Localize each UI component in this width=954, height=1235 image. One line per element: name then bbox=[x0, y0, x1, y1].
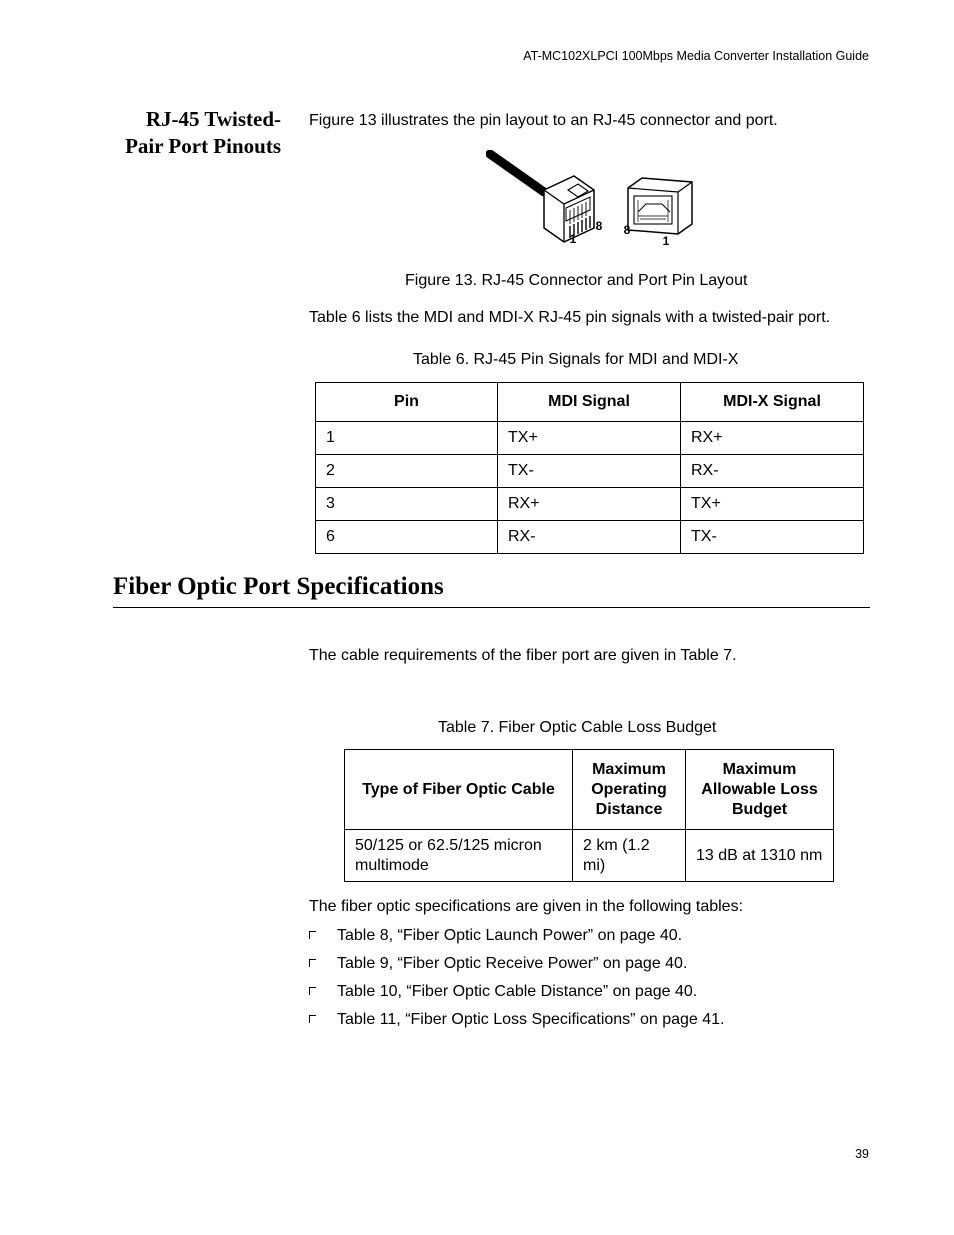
bullet-icon bbox=[309, 931, 316, 939]
page-number: 39 bbox=[855, 1147, 869, 1161]
column-header-cable-type: Type of Fiber Optic Cable bbox=[345, 750, 573, 830]
table-row bbox=[345, 830, 834, 882]
table7-loss-budget bbox=[344, 749, 834, 882]
table-cell: TX- bbox=[681, 521, 864, 554]
table-cell: 1 bbox=[316, 422, 498, 455]
table-cell: RX- bbox=[681, 455, 864, 488]
table7-intro: The cable requirements of the fiber port are given in Table 7. bbox=[309, 647, 737, 664]
table7-caption: Table 7. Fiber Optic Cable Loss Budget bbox=[438, 719, 717, 736]
spec-table-list bbox=[309, 926, 724, 1038]
table-header-row bbox=[316, 383, 864, 422]
column-header-mdix: MDI-X Signal bbox=[681, 383, 864, 422]
column-header-mdi: MDI Signal bbox=[498, 383, 681, 422]
table-row bbox=[316, 521, 864, 554]
plug-pin-label-left: 1 bbox=[569, 232, 577, 246]
column-header-distance: Maximum Operating Distance bbox=[573, 750, 686, 830]
table-cell: 6 bbox=[316, 521, 498, 554]
table-row bbox=[316, 422, 864, 455]
table6-caption: Table 6. RJ-45 Pin Signals for MDI and MDI-X bbox=[413, 351, 739, 368]
figure13-intro: Figure 13 illustrates the pin layout to an RJ-45 connector and port. bbox=[309, 112, 778, 129]
running-header: AT-MC102XLPCI 100Mbps Media Converter Installation Guide bbox=[523, 49, 869, 63]
bullet-icon bbox=[309, 987, 316, 995]
section-sidebar-heading bbox=[100, 106, 281, 160]
list-item bbox=[309, 926, 724, 954]
table-cell: RX- bbox=[498, 521, 681, 554]
table-cell: 13 dB at 1310 nm bbox=[686, 830, 834, 882]
table-cell: TX+ bbox=[681, 488, 864, 521]
sidebar-heading-line1: RJ-45 Twisted- bbox=[145, 107, 281, 131]
plug-pin-label-right: 8 bbox=[595, 219, 603, 233]
table-cell: TX+ bbox=[498, 422, 681, 455]
figure13-caption: Figure 13. RJ-45 Connector and Port Pin Layout bbox=[405, 272, 748, 289]
rj45-plug-icon bbox=[490, 154, 594, 242]
section-title: Fiber Optic Port Specifications bbox=[113, 573, 444, 600]
column-header-loss-budget: Maximum Allowable Loss Budget bbox=[686, 750, 834, 830]
table-header-row bbox=[345, 750, 834, 830]
list-item bbox=[309, 1010, 724, 1038]
specs-intro: The fiber optic specifications are given in the following tables: bbox=[309, 898, 744, 915]
table6-intro: Table 6 lists the MDI and MDI-X RJ-45 pin signals with a twisted-pair port. bbox=[309, 309, 831, 326]
list-item bbox=[309, 982, 724, 1010]
list-item-text: Table 9, “Fiber Optic Receive Power” on page 40. bbox=[337, 955, 688, 972]
table-cell: 50/125 or 62.5/125 micron multimode bbox=[345, 830, 573, 882]
list-item-text: Table 11, “Fiber Optic Loss Specifications” on page 41. bbox=[337, 1011, 725, 1028]
list-item bbox=[309, 954, 724, 982]
section-divider bbox=[113, 607, 870, 608]
table-cell: 2 bbox=[316, 455, 498, 488]
port-pin-label-right: 1 bbox=[662, 234, 670, 248]
list-item-text: Table 8, “Fiber Optic Launch Power” on page 40. bbox=[337, 927, 683, 944]
table-cell: 3 bbox=[316, 488, 498, 521]
table-cell: 2 km (1.2 mi) bbox=[573, 830, 686, 882]
list-item-text: Table 10, “Fiber Optic Cable Distance” on page 40. bbox=[337, 983, 698, 1000]
column-header-pin: Pin bbox=[316, 383, 498, 422]
port-pin-label-left: 8 bbox=[623, 223, 631, 237]
bullet-icon bbox=[309, 959, 316, 967]
table-cell: RX+ bbox=[681, 422, 864, 455]
table-cell: TX- bbox=[498, 455, 681, 488]
bullet-icon bbox=[309, 1015, 316, 1023]
rj45-figure bbox=[486, 150, 700, 250]
table-row bbox=[316, 488, 864, 521]
table-row bbox=[316, 455, 864, 488]
table6-pin-signals bbox=[315, 382, 864, 554]
table-cell: RX+ bbox=[498, 488, 681, 521]
sidebar-heading-line2: Pair Port Pinouts bbox=[125, 134, 281, 158]
rj45-port-icon bbox=[628, 178, 692, 234]
